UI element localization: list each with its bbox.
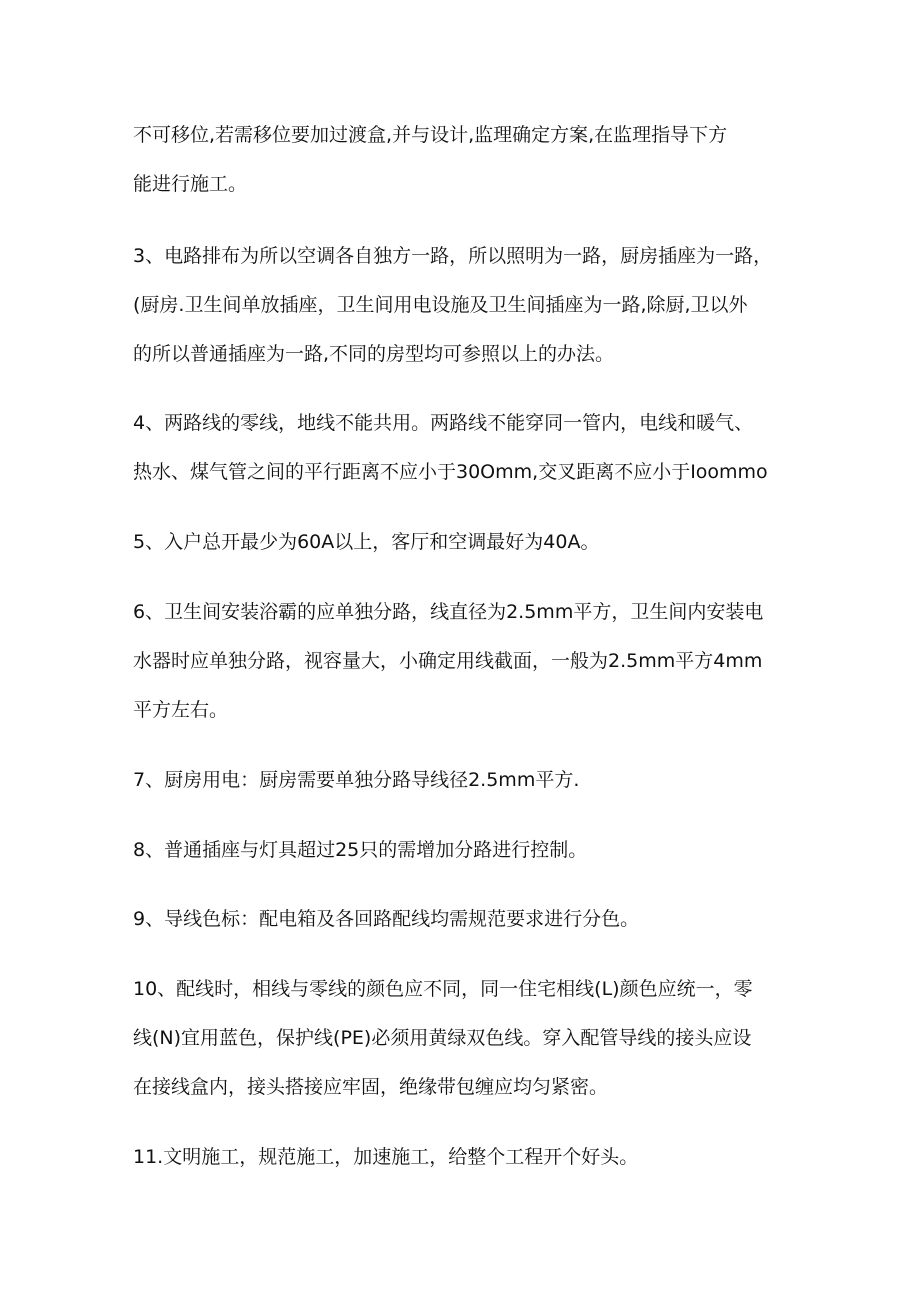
text-line: 线(N)宜用蓝色，保护线(PE)必须用黄绿双色线。穿入配管导线的接头应设	[133, 1027, 752, 1049]
text-line: 11.文明施工，规范施工，加速施工，给整个工程开个好头。	[133, 1146, 639, 1168]
text-line: (厨房.卫生间单放插座，卫生间用电设施及卫生间插座为一路,除厨,卫以外	[133, 294, 748, 316]
text-line: 8、普通插座与灯具超过25只的需增加分路进行控制。	[133, 839, 588, 861]
text-line: 4、两路线的零线，地线不能共用。两路线不能穿同一管内，电线和暖气、	[133, 412, 754, 434]
text-line: 6、卫生间安装浴霸的应单独分路，线直径为2.5mm平方，卫生间内安装电	[133, 601, 764, 623]
text-line: 10、配线时，相线与零线的颜色应不同，同一住宅相线(L)颜色应统一，零	[133, 978, 753, 1000]
text-line: 不可移位,若需移位要加过渡盒,并与设计,监理确定方案,在监理指导下方	[133, 124, 728, 146]
text-line: 的所以普通插座为一路,不同的房型均可参照以上的办法。	[133, 343, 615, 365]
text-line: 7、厨房用电：厨房需要单独分路导线径2.5mm平方.	[133, 769, 580, 791]
text-line: 平方左右。	[133, 699, 229, 721]
text-line: 水器时应单独分路，视容量大，小确定用线截面，一般为2.5mm平方4mm	[133, 650, 763, 672]
text-line: 9、导线色标：配电箱及各回路配线均需规范要求进行分色。	[133, 908, 640, 930]
text-line: 5、入户总开最少为60A以上，客厅和空调最好为40A。	[133, 531, 600, 553]
text-line: 热水、煤气管之间的平行距离不应小于30Omm,交叉距离不应小于Ioommo	[133, 461, 768, 483]
text-line: 3、电路排布为所以空调各自独方一路，所以照明为一路，厨房插座为一路，	[133, 245, 773, 267]
text-line: 能进行施工。	[133, 173, 248, 195]
text-line: 在接线盒内，接头搭接应牢固，绝缘带包缠应均匀紧密。	[133, 1076, 609, 1098]
